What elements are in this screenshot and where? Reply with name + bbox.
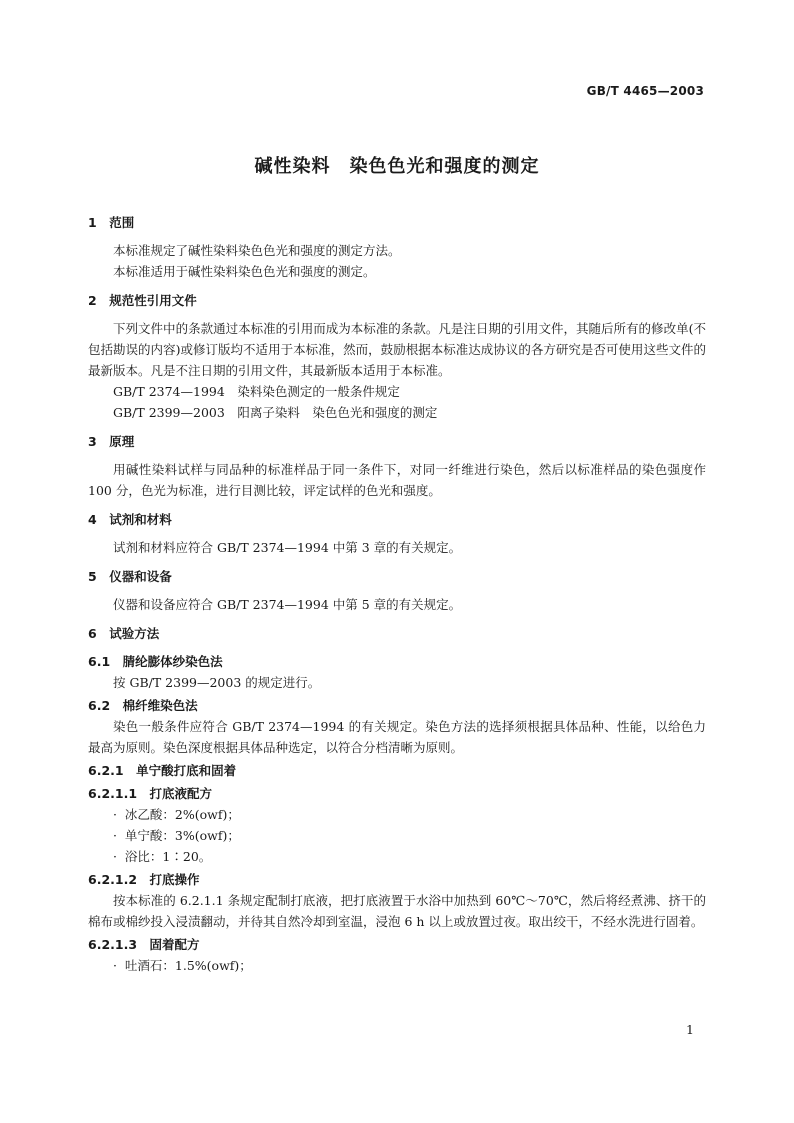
section-1-scope: [88, 212, 706, 282]
document-body: [88, 212, 710, 976]
section-heading: 5 仪器和设备: [88, 569, 172, 584]
subsection-heading: 6.1 腈纶膨体纱染色法: [88, 654, 223, 669]
bullet-item: · 冰乙酸：2%(owf)；: [113, 807, 240, 822]
bullet-item: · 吐酒石：1.5%(owf)；: [113, 958, 252, 973]
paragraph: 试剂和材料应符合 GB/T 2374—1994 中第 3 章的有关规定。: [113, 540, 462, 555]
subsection-heading: 6.2.1 单宁酸打底和固着: [88, 763, 237, 778]
section-6-test-method: [88, 623, 706, 976]
paragraph: 用碱性染料试样与同品种的标准样品于同一条件下，对同一纤维进行染色，然后以标准样品的染色强度作 100 分，色光为标准，进行目测比较，评定试样的色光和强度。: [88, 462, 710, 498]
subsection-heading: 6.2.1.1 打底液配方: [88, 786, 213, 801]
subsection-heading: 6.2.1.3 固着配方: [88, 937, 200, 952]
section-3-principle: [88, 431, 710, 501]
paragraph: 本标准适用于碱性染料染色色光和强度的测定。: [113, 264, 376, 279]
bullet-item: · 单宁酸：3%(owf)；: [113, 828, 240, 843]
paragraph: 本标准规定了碱性染料染色色光和强度的测定方法。: [113, 243, 401, 258]
reference-item: GB/T 2399—2003 阳离子染料 染色色光和强度的测定: [113, 405, 438, 420]
subsection-heading: 6.2 棉纤维染色法: [88, 698, 198, 713]
section-4-reagents: [88, 509, 706, 558]
section-heading: 1 范围: [88, 215, 135, 230]
section-heading: 4 试剂和材料: [88, 512, 172, 527]
section-2-normative-references: [88, 290, 706, 423]
paragraph: 下列文件中的条款通过本标准的引用而成为本标准的条款。凡是注日期的引用文件，其随后所有的修改单(不包括勘误的内容)或修订版均不适用于本标准，然而，鼓励根据本标准达成协议的各方研究是否可使用这些文件的最新版本。凡是不注日期的引用文件，其最新版本适用于本标准。: [88, 321, 706, 378]
paragraph: 仪器和设备应符合 GB/T 2374—1994 中第 5 章的有关规定。: [113, 597, 462, 612]
paragraph: 染色一般条件应符合 GB/T 2374—1994 的有关规定。染色方法的选择须根据具体品种、性能，以给色力最高为原则。染色深度根据具体品种选定，以符合分档清晰为原则。: [88, 719, 706, 755]
standard-code: GB/T 4465—2003: [586, 84, 704, 98]
subsection-heading: 6.2.1.2 打底操作: [88, 872, 200, 887]
document-title: 碱性染料 染色色光和强度的测定: [254, 156, 540, 177]
paragraph: 按 GB/T 2399—2003 的规定进行。: [113, 675, 321, 690]
page-number: 1: [686, 1022, 694, 1037]
reference-item: GB/T 2374—1994 染料染色测定的一般条件规定: [113, 384, 400, 399]
bullet-item: · 浴比：1∶20。: [113, 849, 212, 864]
section-heading: 6 试验方法: [88, 626, 160, 641]
paragraph: 按本标准的 6.2.1.1 条规定配制打底液，把打底液置于水浴中加热到 60℃～70℃，然后将经煮沸、挤干的棉布或棉纱投入浸渍翻动，并待其自然冷却到室温，浸泡 6 h 以上或放置过夜。取出绞干，不经水洗进行固着。: [88, 893, 706, 929]
section-5-apparatus: [88, 566, 706, 615]
section-heading: 3 原理: [88, 434, 135, 449]
section-heading: 2 规范性引用文件: [88, 293, 197, 308]
